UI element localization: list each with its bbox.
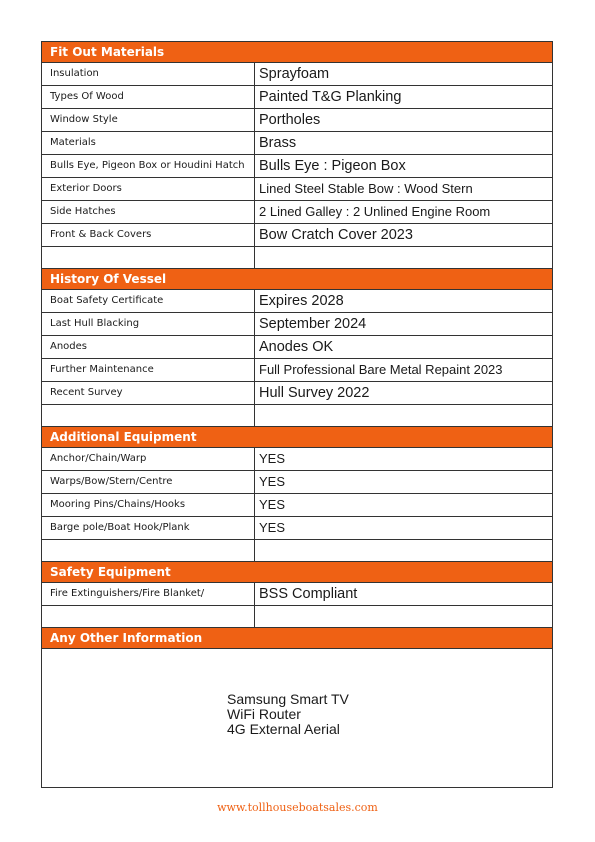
blank-cell bbox=[255, 606, 552, 627]
row-label: Window Style bbox=[42, 109, 255, 131]
row-label: Further Maintenance bbox=[42, 359, 255, 381]
row-label: Types Of Wood bbox=[42, 86, 255, 108]
table-row bbox=[42, 290, 552, 313]
row-value: Brass bbox=[259, 135, 297, 151]
table-row bbox=[42, 201, 552, 224]
row-value: 2 Lined Galley : 2 Unlined Engine Room bbox=[259, 204, 491, 219]
spec-sheet bbox=[41, 41, 553, 788]
other-info-line: Samsung Smart TV bbox=[227, 691, 349, 707]
row-value: Bow Cratch Cover 2023 bbox=[259, 227, 413, 243]
row-label: Last Hull Blacking bbox=[42, 313, 255, 335]
row-label: Bulls Eye, Pigeon Box or Houdini Hatch bbox=[42, 155, 255, 177]
row-value: BSS Compliant bbox=[259, 586, 358, 602]
table-row bbox=[42, 224, 552, 247]
row-label: Exterior Doors bbox=[42, 178, 255, 200]
blank-cell bbox=[255, 247, 552, 268]
row-label: Anchor/Chain/Warp bbox=[42, 448, 255, 470]
row-value: Full Professional Bare Metal Repaint 2023 bbox=[259, 362, 503, 377]
row-value: Painted T&G Planking bbox=[259, 89, 402, 105]
table-row bbox=[42, 86, 552, 109]
table-row bbox=[42, 313, 552, 336]
row-label: Recent Survey bbox=[42, 382, 255, 404]
website-link[interactable]: www.tollhouseboatsales.com bbox=[217, 801, 378, 814]
section-header-safety: Safety Equipment bbox=[42, 562, 552, 583]
blank-row bbox=[42, 405, 552, 427]
blank-row bbox=[42, 540, 552, 562]
row-value: YES bbox=[259, 497, 286, 512]
blank-cell bbox=[255, 540, 552, 561]
row-label: Mooring Pins/Chains/Hooks bbox=[42, 494, 255, 516]
blank-cell bbox=[255, 405, 552, 426]
blank-cell bbox=[42, 606, 255, 627]
row-value: YES bbox=[259, 474, 286, 489]
row-label: Barge pole/Boat Hook/Plank bbox=[42, 517, 255, 539]
row-value: September 2024 bbox=[259, 316, 367, 332]
other-info-text bbox=[227, 692, 349, 737]
blank-row bbox=[42, 606, 552, 628]
row-value: Expires 2028 bbox=[259, 293, 344, 309]
row-value: Anodes OK bbox=[259, 339, 334, 355]
table-row bbox=[42, 448, 552, 471]
row-value: Sprayfoam bbox=[259, 66, 330, 82]
row-label: Anodes bbox=[42, 336, 255, 358]
row-value: Bulls Eye : Pigeon Box bbox=[259, 158, 406, 174]
row-label: Fire Extinguishers/Fire Blanket/ bbox=[42, 583, 255, 605]
table-row bbox=[42, 583, 552, 606]
table-row bbox=[42, 494, 552, 517]
table-row bbox=[42, 155, 552, 178]
row-value: YES bbox=[259, 520, 286, 535]
other-info-line: 4G External Aerial bbox=[227, 721, 340, 737]
table-row bbox=[42, 471, 552, 494]
table-row bbox=[42, 63, 552, 86]
section-header-other: Any Other Information bbox=[42, 628, 552, 649]
other-info-line: WiFi Router bbox=[227, 706, 301, 722]
row-label: Boat Safety Certificate bbox=[42, 290, 255, 312]
section-header-additional: Additional Equipment bbox=[42, 427, 552, 448]
row-value: YES bbox=[259, 451, 286, 466]
blank-cell bbox=[42, 247, 255, 268]
other-info-box bbox=[42, 649, 552, 787]
row-label: Front & Back Covers bbox=[42, 224, 255, 246]
table-row bbox=[42, 359, 552, 382]
row-value: Hull Survey 2022 bbox=[259, 385, 370, 401]
blank-cell bbox=[42, 405, 255, 426]
table-row bbox=[42, 132, 552, 155]
blank-row bbox=[42, 247, 552, 269]
section-header-history: History Of Vessel bbox=[42, 269, 552, 290]
table-row bbox=[42, 517, 552, 540]
table-row bbox=[42, 109, 552, 132]
row-value: Portholes bbox=[259, 112, 321, 128]
section-header-fit-out: Fit Out Materials bbox=[42, 42, 552, 63]
table-row bbox=[42, 382, 552, 405]
row-label: Side Hatches bbox=[42, 201, 255, 223]
row-label: Insulation bbox=[42, 63, 255, 85]
blank-cell bbox=[42, 540, 255, 561]
table-row bbox=[42, 336, 552, 359]
row-label: Warps/Bow/Stern/Centre bbox=[42, 471, 255, 493]
table-row bbox=[42, 178, 552, 201]
row-label: Materials bbox=[42, 132, 255, 154]
row-value: Lined Steel Stable Bow : Wood Stern bbox=[259, 181, 473, 196]
